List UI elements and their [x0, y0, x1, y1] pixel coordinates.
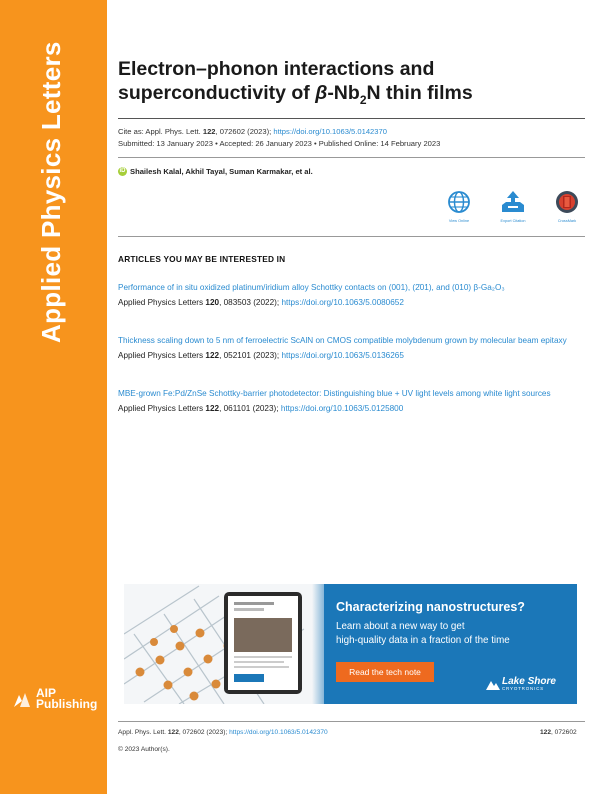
footer-cite-volume: 122	[167, 729, 179, 736]
related-article-title[interactable]: Thickness scaling down to 5 nm of ferroelectric ScAlN on CMOS compatible molybdenum grown by molecular beam epitaxy	[118, 336, 567, 345]
view-online-button[interactable]	[439, 190, 479, 223]
divider	[118, 236, 585, 237]
ad-subline-2: high-quality data in a fraction of the time	[336, 635, 510, 646]
related-article-citation	[118, 403, 580, 414]
aip-logo-line1: AIP	[36, 686, 57, 700]
related-article	[118, 335, 580, 361]
crossmark-button[interactable]	[547, 190, 587, 223]
brand-name: Lake Shore	[502, 676, 556, 687]
title-beta: β	[315, 82, 328, 104]
cite-label: Cite as: Appl. Phys. Lett.	[118, 127, 203, 136]
cite-rest: , 072602 (2023);	[215, 127, 274, 136]
related-article-title[interactable]: MBE-grown Fe:Pd/ZnSe Schottky-barrier photodetector: Distinguishing blue + UV light levels among white light sources	[118, 389, 551, 398]
lake-shore-icon	[486, 678, 500, 690]
view-online-label: View Online	[448, 219, 470, 223]
footer-doi-link[interactable]: https://doi.org/10.1063/5.0142370	[229, 729, 328, 736]
crossmark-icon	[555, 190, 579, 214]
related-article	[118, 282, 580, 308]
related-article-title[interactable]: Performance of in situ oxidized platinum/iridium alloy Schottky contacts on (001), (2̄01), and (010) β-Ga₂O₃	[118, 283, 505, 292]
aip-logo-line2: Publishing	[36, 697, 98, 711]
globe-icon	[447, 190, 471, 214]
cite-volume: 120	[205, 298, 220, 307]
authors-line	[118, 167, 313, 176]
cite-journal: Applied Physics Letters	[118, 351, 206, 360]
aip-logo-icon	[12, 689, 32, 709]
ad-subline-1: Learn about a new way to get	[336, 621, 465, 632]
ad-headline: Characterizing nanostructures?	[336, 600, 525, 614]
cite-journal: Applied Physics Letters	[118, 298, 206, 307]
title-line-1: Electron–phonon interactions and	[118, 58, 435, 80]
read-tech-note-button[interactable]: Read the tech note	[336, 662, 434, 682]
related-article	[118, 388, 580, 414]
cite-volume: 122	[202, 127, 216, 136]
title-text: N thin films	[366, 82, 473, 104]
crossmark-label: CrossMark	[557, 219, 577, 223]
related-article-citation	[118, 297, 580, 308]
cite-pages: , 083503 (2022);	[219, 298, 282, 307]
journal-name: Applied Physics Letters	[36, 41, 66, 343]
cite-volume: 122	[205, 351, 220, 360]
footer-page-number	[540, 729, 577, 736]
divider	[118, 157, 585, 158]
export-citation-label: Export Citation	[500, 219, 526, 223]
tablet-illustration	[224, 592, 302, 694]
related-articles-heading: ARTICLES YOU MAY BE INTERESTED IN	[118, 254, 286, 264]
authors: Shailesh Kalal, Akhil Tayal, Suman Karmakar, et al.	[130, 167, 313, 176]
aip-publishing-logo[interactable]	[12, 688, 97, 710]
article-title	[118, 57, 568, 112]
ad-subline	[336, 620, 576, 648]
title-text: -Nb	[327, 82, 360, 104]
lake-shore-logo	[486, 677, 556, 691]
export-citation-button[interactable]	[493, 190, 533, 223]
footer-page-volume: 122	[540, 729, 552, 736]
divider	[118, 118, 585, 119]
title-line-2	[118, 81, 568, 112]
tablet-screen	[228, 596, 298, 690]
footer-citation	[118, 729, 328, 736]
title-text: superconductivity of	[118, 82, 316, 104]
brand-sub: CRYOTRONICS	[502, 686, 544, 691]
cite-journal: Applied Physics Letters	[118, 404, 206, 413]
footer-divider	[118, 721, 585, 722]
journal-sidebar	[0, 0, 107, 794]
export-icon	[500, 190, 526, 214]
copyright: © 2023 Author(s).	[118, 746, 170, 753]
orcid-icon[interactable]: iD	[119, 168, 126, 174]
footer-page-id: , 072602	[551, 729, 577, 736]
title-subscript: 2	[359, 92, 367, 107]
related-doi-link[interactable]: https://doi.org/10.1063/5.0136265	[281, 351, 404, 360]
related-doi-link[interactable]: https://doi.org/10.1063/5.0125800	[280, 404, 404, 413]
related-article-citation	[118, 350, 580, 361]
footer-cite-pre: Appl. Phys. Lett.	[118, 729, 168, 736]
advertisement-banner[interactable]	[124, 584, 577, 704]
related-doi-link[interactable]: https://doi.org/10.1063/5.0080652	[281, 298, 404, 307]
cite-volume: 122	[205, 404, 220, 413]
dates-line: Submitted: 13 January 2023 • Accepted: 26 January 2023 • Published Online: 14 February 2023	[118, 139, 441, 148]
footer-cite-rest: , 072602 (2023);	[178, 729, 230, 736]
cite-pages: , 061101 (2023);	[219, 404, 281, 413]
citation-line	[118, 127, 387, 136]
cite-pages: , 052101 (2023);	[219, 351, 282, 360]
doi-link[interactable]: https://doi.org/10.1063/5.0142370	[273, 127, 387, 136]
